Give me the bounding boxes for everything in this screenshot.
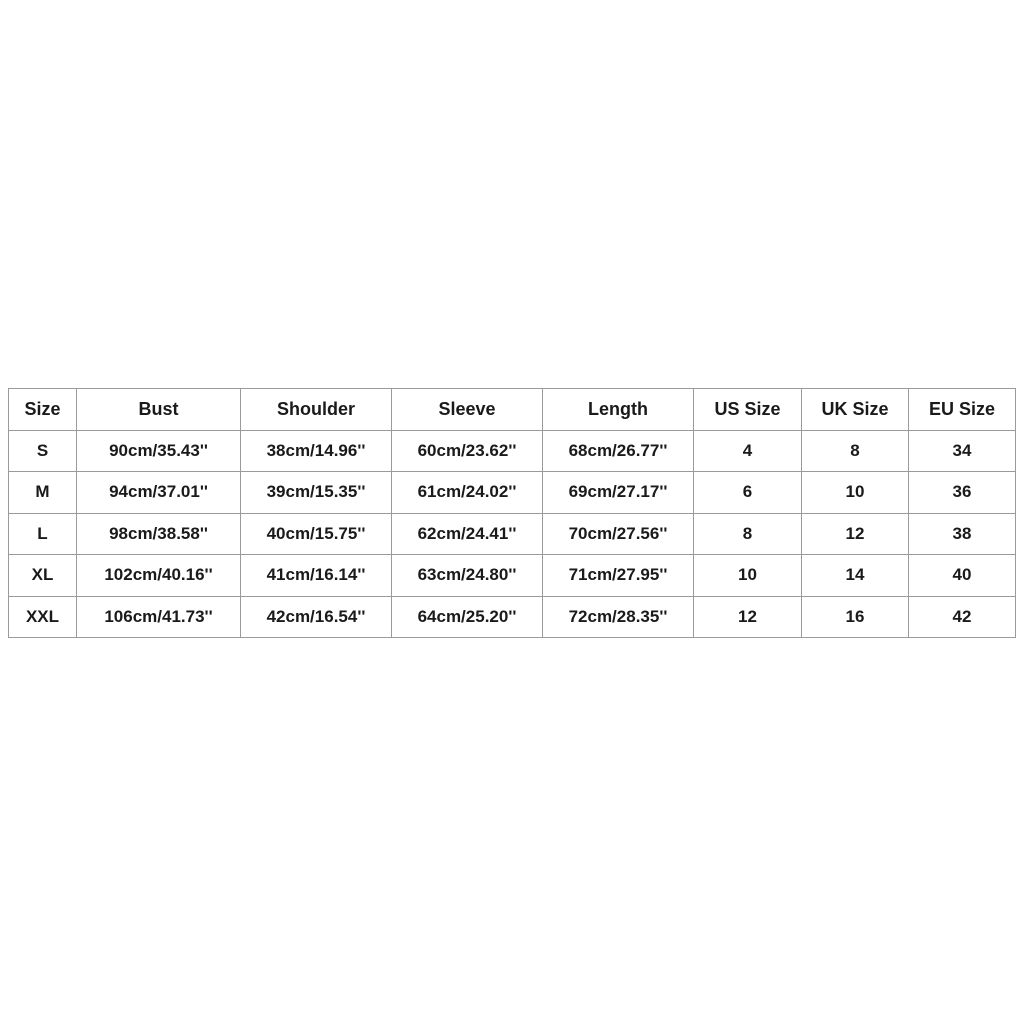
header-eu-size: EU Size [909, 389, 1016, 431]
cell-uk-size: 8 [802, 430, 909, 472]
cell-bust: 106cm/41.73'' [77, 596, 241, 638]
cell-length: 72cm/28.35'' [543, 596, 694, 638]
cell-length: 69cm/27.17'' [543, 472, 694, 514]
cell-bust: 98cm/38.58'' [77, 513, 241, 555]
cell-shoulder: 38cm/14.96'' [241, 430, 392, 472]
cell-uk-size: 14 [802, 555, 909, 597]
table-row [9, 513, 1016, 555]
header-size: Size [9, 389, 77, 431]
cell-shoulder: 39cm/15.35'' [241, 472, 392, 514]
table-row [9, 555, 1016, 597]
cell-length: 68cm/26.77'' [543, 430, 694, 472]
cell-sleeve: 62cm/24.41'' [392, 513, 543, 555]
cell-size: XL [9, 555, 77, 597]
cell-size: S [9, 430, 77, 472]
cell-us-size: 10 [694, 555, 802, 597]
table-row [9, 430, 1016, 472]
header-uk-size: UK Size [802, 389, 909, 431]
cell-length: 70cm/27.56'' [543, 513, 694, 555]
cell-us-size: 4 [694, 430, 802, 472]
cell-sleeve: 60cm/23.62'' [392, 430, 543, 472]
cell-us-size: 8 [694, 513, 802, 555]
cell-eu-size: 36 [909, 472, 1016, 514]
cell-shoulder: 41cm/16.14'' [241, 555, 392, 597]
size-chart [8, 388, 1015, 638]
table-row [9, 472, 1016, 514]
cell-sleeve: 64cm/25.20'' [392, 596, 543, 638]
cell-us-size: 12 [694, 596, 802, 638]
cell-sleeve: 63cm/24.80'' [392, 555, 543, 597]
header-bust: Bust [77, 389, 241, 431]
cell-uk-size: 10 [802, 472, 909, 514]
header-length: Length [543, 389, 694, 431]
cell-eu-size: 40 [909, 555, 1016, 597]
cell-shoulder: 42cm/16.54'' [241, 596, 392, 638]
size-chart-table [8, 388, 1016, 638]
cell-us-size: 6 [694, 472, 802, 514]
header-us-size: US Size [694, 389, 802, 431]
cell-bust: 102cm/40.16'' [77, 555, 241, 597]
cell-eu-size: 34 [909, 430, 1016, 472]
header-sleeve: Sleeve [392, 389, 543, 431]
cell-bust: 90cm/35.43'' [77, 430, 241, 472]
cell-size: M [9, 472, 77, 514]
cell-size: XXL [9, 596, 77, 638]
cell-uk-size: 16 [802, 596, 909, 638]
table-row [9, 596, 1016, 638]
header-shoulder: Shoulder [241, 389, 392, 431]
cell-size: L [9, 513, 77, 555]
cell-length: 71cm/27.95'' [543, 555, 694, 597]
cell-eu-size: 38 [909, 513, 1016, 555]
cell-eu-size: 42 [909, 596, 1016, 638]
cell-uk-size: 12 [802, 513, 909, 555]
cell-sleeve: 61cm/24.02'' [392, 472, 543, 514]
cell-shoulder: 40cm/15.75'' [241, 513, 392, 555]
cell-bust: 94cm/37.01'' [77, 472, 241, 514]
header-row [9, 389, 1016, 431]
